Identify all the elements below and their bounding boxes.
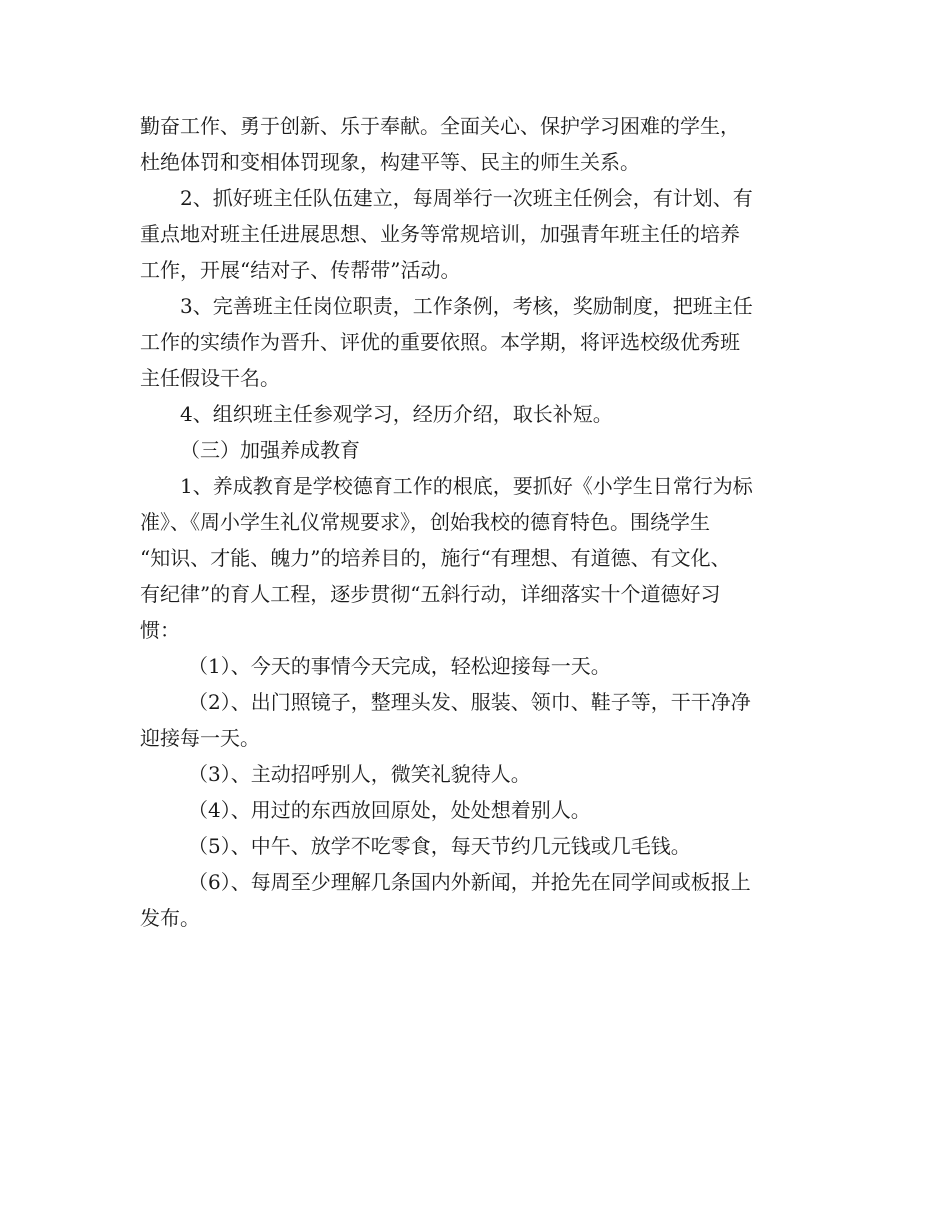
text-line: （3）、主动招呼别人，微笑礼貌待人。 [188, 762, 531, 786]
text-line: “知识、才能、魄力”的培养目的，施行“有理想、有道德、有文化、 [140, 546, 731, 570]
list-item-1 [140, 648, 830, 684]
text-line: （2）、出门照镜子，整理头发、服装、领巾、鞋子等，干干净净 [188, 690, 751, 714]
text-line: 工作的实绩作为晋升、评优的重要依照。本学期，将评选校级优秀班 [140, 330, 740, 354]
text-line: （5）、中午、放学不吃零食，每天节约几元钱或几毛钱。 [188, 834, 691, 858]
text-line: 勤奋工作、勇于创新、乐于奉献。全面关心、保护学习困难的学生， [140, 114, 740, 138]
list-item-3 [140, 756, 830, 792]
text-line: 重点地对班主任进展思想、业务等常规培训，加强青年班主任的培养 [140, 222, 740, 246]
list-item-5 [140, 828, 830, 864]
text-line: 发布。 [140, 906, 200, 930]
paragraph-4 [140, 396, 830, 432]
text-line: 准》、《周小学生礼仪常规要求》，创始我校的德育特色。围绕学生 [140, 510, 710, 534]
text-line: 1、养成教育是学校德育工作的根底，要抓好《小学生日常行为标 [180, 474, 753, 498]
text-line: （6）、每周至少理解几条国内外新闻，并抢先在同学间或板报上 [188, 870, 751, 894]
text-line: 主任假设干名。 [140, 366, 280, 390]
text-line: 惯： [140, 618, 180, 642]
text-line: 工作，开展“结对子、传帮带”活动。 [140, 258, 461, 282]
text-line: 有纪律”的育人工程，逐步贯彻“五斜行动，详细落实十个道德好习 [140, 582, 721, 606]
document-body [140, 108, 830, 936]
text-line: 4、组织班主任参观学习，经历介绍，取长补短。 [180, 402, 613, 426]
section-heading [140, 432, 830, 468]
text-line: 2、抓好班主任队伍建立，每周举行一次班主任例会，有计划、有 [180, 186, 753, 210]
text-line: （三）加强养成教育 [180, 438, 360, 462]
text-line: 3、完善班主任岗位职责，工作条例，考核，奖励制度，把班主任 [180, 294, 753, 318]
list-item-6 [140, 864, 830, 936]
list-item-2 [140, 684, 830, 756]
paragraph-2 [140, 180, 830, 288]
list-item-4 [140, 792, 830, 828]
text-line: （1）、今天的事情今天完成，轻松迎接每一天。 [188, 654, 611, 678]
text-line: 迎接每一天。 [140, 726, 260, 750]
paragraph-5 [140, 468, 830, 648]
paragraph-1 [140, 108, 830, 180]
text-line: （4）、用过的东西放回原处，处处想着别人。 [188, 798, 591, 822]
paragraph-3 [140, 288, 830, 396]
text-line: 杜绝体罚和变相体罚现象，构建平等、民主的师生关系。 [140, 150, 640, 174]
